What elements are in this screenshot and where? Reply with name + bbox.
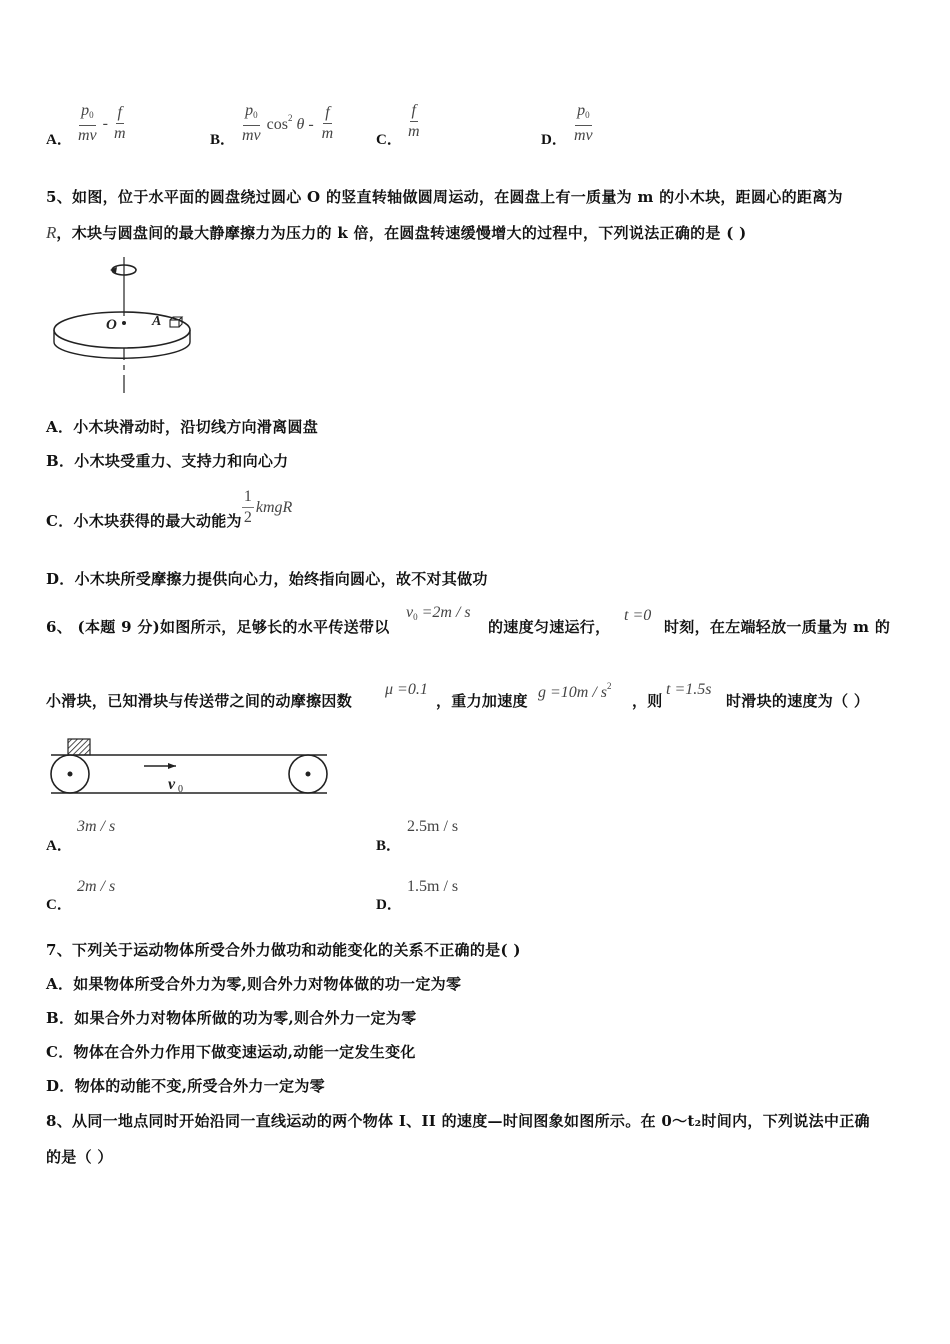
q8-stem-line2: 的是（ ） bbox=[46, 1148, 113, 1166]
q7-option-a: A．如果物体所受合外力为零,则合外力对物体做的功一定为零 bbox=[46, 975, 462, 993]
q7-option-b: B．如果合外力对物体所做的功为零,则合外力一定为零 bbox=[46, 1009, 417, 1027]
q5-option-a: A．小木块滑动时，沿切线方向滑离圆盘 bbox=[46, 418, 319, 436]
q6-option-b-label: B． bbox=[376, 838, 402, 854]
q6-option-d-label: D． bbox=[376, 897, 402, 913]
q4-option-a-formula: $\frac{p_0}{mv}$ - $\frac{f}{m}$ bbox=[78, 102, 126, 144]
q7-option-d: D．物体的动能不变,所受合外力一定为零 bbox=[46, 1077, 325, 1095]
q4-options bbox=[0, 100, 950, 156]
q8-stem-line1: 8、从同一地点同时开始沿同一直线运动的两个物体 I、II 的速度—时间图象如图所示。在 0～t₂时间内，下列说法中正确 bbox=[46, 1112, 870, 1130]
q5-option-d: D．小木块所受摩擦力提供向心力，始终指向圆心，故不对其做功 bbox=[46, 570, 488, 588]
q4-option-b-formula: $\frac{p_0}{mv}$ $\cos^2 \theta$ - $\frac{f}{m}$ bbox=[242, 102, 334, 144]
q5-option-c: C．小木块获得的最大动能为 $\frac{1}{2}$ kmgR bbox=[46, 488, 293, 530]
q5-stem-line2: R，木块与圆盘间的最大静摩擦力为压力的 k 倍，在圆盘转速缓慢增大的过程中，下列说法正确的是 ( ) bbox=[46, 223, 747, 242]
q4-option-b-label: B． bbox=[210, 132, 236, 148]
q4-option-d-label: D． bbox=[541, 132, 567, 148]
q6-conveyor-figure bbox=[46, 736, 331, 800]
q6-stem-line1: 6、 (本题 9 分)如图所示，足够长的水平传送带以 $v_0 =2m / s$ 的速度匀速运行， t =0 时刻，在左端轻放一质量为 m 的 bbox=[46, 604, 891, 636]
q7-option-c: C．物体在合外力作用下做变速运动,动能一定发生变化 bbox=[46, 1043, 416, 1061]
q6-option-a-value: 3m / s bbox=[77, 818, 116, 835]
q4-option-c-label: C． bbox=[376, 132, 402, 148]
q5-option-b: B．小木块受重力、支持力和向心力 bbox=[46, 452, 289, 470]
q6-stem-line2: 小滑块，已知滑块与传送带之间的动摩擦因数 μ =0.1 ，重力加速度 $g =10m / s^2$ ，则 t =1.5s 时滑块的速度为（ ） bbox=[46, 681, 870, 710]
q6-option-a-label: A． bbox=[46, 838, 72, 854]
q6-option-d-value: 1.5m / s bbox=[407, 878, 459, 895]
q7-stem: 7、下列关于运动物体所受合外力做功和动能变化的关系不正确的是( ) bbox=[46, 941, 521, 959]
fig-label-a: A bbox=[152, 314, 162, 329]
fig-label-v0: v bbox=[168, 776, 176, 793]
q5-stem-line1: 5、如图，位于水平面的圆盘绕过圆心 O 的竖直转轴做圆周运动，在圆盘上有一质量为 m 的小木块，距圆心的距离为 bbox=[46, 188, 843, 206]
fig-label-v0-sub: 0 bbox=[178, 784, 183, 795]
fig-label-o: O bbox=[106, 317, 117, 333]
q6-option-b-value: 2.5m / s bbox=[407, 818, 459, 835]
q4-option-a-label: A． bbox=[46, 132, 72, 148]
q6-option-c-value: 2m / s bbox=[77, 878, 116, 895]
q4-option-c-formula: $\frac{f}{m}$ bbox=[408, 102, 420, 140]
q5-disc-figure bbox=[50, 252, 200, 397]
q6-option-c-label: C． bbox=[46, 897, 72, 913]
q4-option-d-formula: $\frac{p_0}{mv}$ bbox=[574, 102, 593, 144]
